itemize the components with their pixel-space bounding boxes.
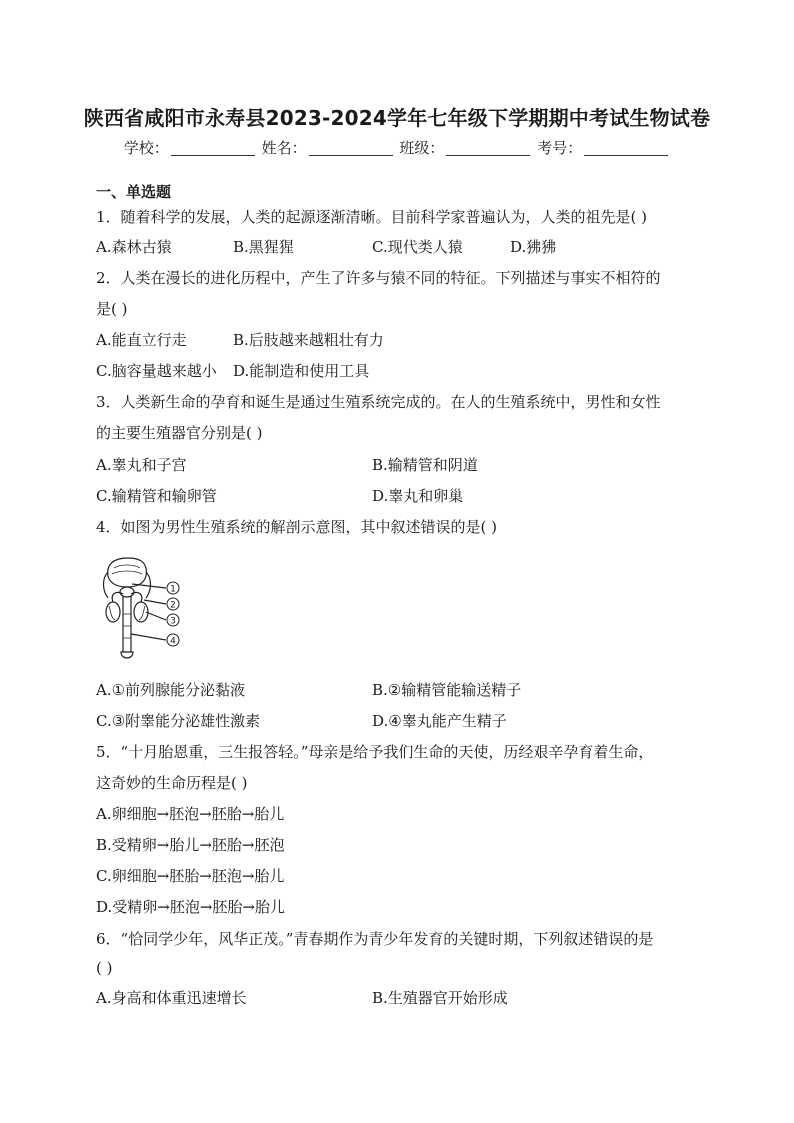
q2-option-a: A.能直立行走 <box>96 331 187 349</box>
male-reproductive-system-figure <box>100 554 190 666</box>
q5-option-a: A.卵细胞→胚泡→胚胎→胎儿 <box>96 805 285 823</box>
q4-option-c: C.③附睾能分泌雄性激素 <box>96 712 261 730</box>
q6-option-a: A.身高和体重迅速增长 <box>96 989 247 1007</box>
q5-option-b: B.受精卵→胎儿→胚胎→胚泡 <box>96 836 285 854</box>
q4-option-d: D.④睾丸能产生精子 <box>372 712 507 730</box>
q4-stem: 4．如图为男性生殖系统的解剖示意图，其中叙述错误的是( ) <box>96 518 498 536</box>
section-heading: 一、单选题 <box>96 183 172 201</box>
q1-option-b: B.黑猩猩 <box>233 238 294 256</box>
q5-stem-line2: 这奇妙的生命历程是( ) <box>96 774 248 792</box>
q6-stem-line1: 6．“恰同学少年，风华正茂。”青春期作为青少年发育的关键时期，下列叙述错误的是 <box>96 930 654 948</box>
exam-number-blank[interactable] <box>584 141 668 156</box>
q5-option-d: D.受精卵→胚泡→胚胎→胎儿 <box>96 898 285 916</box>
class-blank[interactable] <box>446 141 530 156</box>
q1-option-a: A.森林古猿 <box>96 238 172 256</box>
q4-option-b: B.②输精管能输送精子 <box>372 681 522 699</box>
q3-stem-line1: 3．人类新生命的孕育和诞生是通过生殖系统完成的。在人的生殖系统中，男性和女性 <box>96 393 661 411</box>
q3-stem-line2: 的主要生殖器官分别是( ) <box>96 424 263 442</box>
school-label: 学校： <box>123 139 169 157</box>
q2-option-d: D.能制造和使用工具 <box>233 362 370 380</box>
q2-option-b: B.后肢越来越粗壮有力 <box>233 331 384 349</box>
q1-option-d: D.狒狒 <box>510 238 557 256</box>
exam-number-label: 考号： <box>537 139 583 157</box>
q5-stem-line1: 5．“十月胎恩重，三生报答轻。”母亲是给予我们生命的天使，历经艰辛孕育着生命， <box>96 743 654 761</box>
school-blank[interactable] <box>171 141 255 156</box>
figure-label-2: 2 <box>170 600 176 611</box>
q2-option-c: C.脑容量越来越小 <box>96 362 217 380</box>
q6-option-b: B.生殖器官开始形成 <box>372 989 508 1007</box>
q3-option-b: B.输精管和阴道 <box>372 456 478 474</box>
q1-stem: 1．随着科学的发展，人类的起源逐渐清晰。目前科学家普遍认为，人类的祖先是( ) <box>96 208 648 226</box>
name-label: 姓名： <box>261 139 307 157</box>
q3-option-a: A.睾丸和子宫 <box>96 456 187 474</box>
q2-stem-line1: 2．人类在漫长的进化历程中，产生了许多与猿不同的特征。下列描述与事实不相符的 <box>96 269 661 287</box>
figure-label-3: 3 <box>170 616 176 627</box>
q5-option-c: C.卵细胞→胚胎→胚泡→胎儿 <box>96 867 285 885</box>
q1-option-c: C.现代类人猿 <box>372 238 463 256</box>
q6-stem-line2: ( ) <box>96 959 113 977</box>
exam-title: 陕西省咸阳市永寿县2023-2024学年七年级下学期期中考试生物试卷 <box>83 106 711 130</box>
figure-label-4: 4 <box>170 636 176 647</box>
figure-label-1: 1 <box>170 584 176 595</box>
q2-stem-line2: 是( ) <box>96 300 128 318</box>
q4-option-a: A.①前列腺能分泌黏液 <box>96 681 246 699</box>
q3-option-d: D.睾丸和卵巢 <box>372 487 464 505</box>
student-info-row <box>0 137 794 158</box>
q3-option-c: C.输精管和输卵管 <box>96 487 217 505</box>
class-label: 班级： <box>399 139 445 157</box>
name-blank[interactable] <box>309 141 393 156</box>
